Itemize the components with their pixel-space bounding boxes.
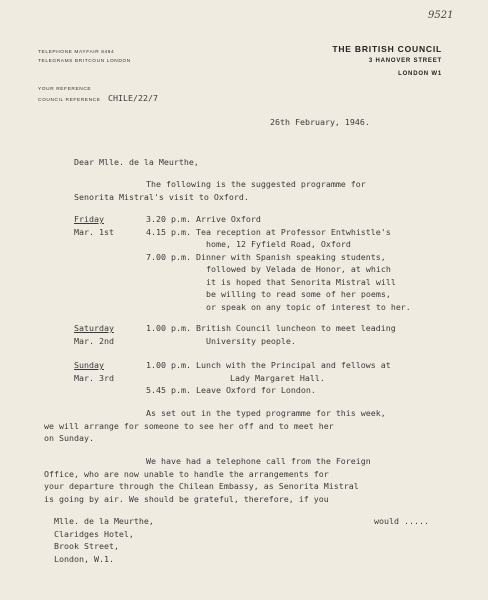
continuation-catchword: would ..... [374, 516, 429, 526]
organisation-name: THE BRITISH COUNCIL [332, 44, 442, 54]
programme-sunday [74, 359, 391, 397]
event: British Council luncheon to meet leading [195, 323, 396, 333]
day-label: Saturday [74, 323, 114, 333]
event-continuation: Lady Margaret Hall. [230, 372, 325, 383]
address-line: London, W.1. [54, 553, 114, 564]
org-street: 3 HANOVER STREET [368, 58, 442, 64]
archive-number: 9521 [428, 10, 454, 21]
intro-line: Senorita Mistral's visit to Oxford. [74, 191, 249, 202]
time: 1.00 p.m. [146, 360, 191, 370]
paragraph-arrangements [44, 407, 386, 445]
your-reference-label: YOUR REFERENCE [38, 87, 92, 92]
day-label: Friday [74, 214, 104, 224]
day-label: Sunday [74, 360, 104, 370]
telephone-line: TELEPHONE MAYFAIR 8484 [38, 50, 115, 55]
letter-date: 26th February, 1946. [270, 117, 370, 127]
paragraph-line: we will arrange for someone to see her off and to meet her [44, 420, 334, 431]
time: 4.15 p.m. [146, 226, 191, 237]
paragraph-line: Office, who are now unable to handle the arrangements for [44, 468, 329, 479]
event-continuation: be willing to read some of her poems, [206, 289, 391, 299]
recipient-address [54, 515, 154, 565]
address-line: Brook Street, [54, 541, 119, 551]
paragraph-line: We have had a telephone call from the Foreign [146, 456, 371, 466]
salutation: Dear Mlle. de la Meurthe, [74, 157, 199, 167]
paragraph-line: As set out in the typed programme for this week, [146, 408, 386, 418]
address-line: Mlle. de la Meurthe, [54, 516, 154, 526]
council-reference-label: COUNCIL REFERENCE [38, 98, 101, 103]
date-label: Mar. 3rd [74, 372, 114, 383]
address-line: Claridges Hotel, [54, 528, 134, 539]
event: Lunch with the Principal and fellows at [195, 360, 391, 370]
paragraph-line: is going by air. We should be grateful, therefore, if you [44, 493, 329, 504]
council-reference-value: CHILE/22/7 [108, 93, 158, 103]
time: 1.00 p.m. [146, 323, 191, 333]
intro-line: The following is the suggested programme for [146, 179, 366, 189]
time: 7.00 p.m. [146, 251, 191, 262]
paragraph-line: your departure through the Chilean Embassy, as Senorita Mistral [44, 481, 359, 491]
programme-saturday [74, 322, 396, 347]
org-city: LONDON W1 [398, 71, 442, 77]
time: 3.20 p.m. [146, 214, 191, 224]
event-continuation: followed by Velada de Honor, at which [206, 264, 391, 274]
programme-friday [74, 213, 411, 313]
paragraph-telephone-call [44, 455, 371, 505]
event-continuation: home, 12 Fyfield Road, Oxford [206, 239, 351, 249]
telegrams-line: TELEGRAMS BRITCOUN LONDON [38, 59, 131, 64]
event-continuation: University people. [206, 335, 296, 346]
event: Tea reception at Professor Entwhistle's [195, 226, 391, 237]
event: Arrive Oxford [195, 214, 261, 224]
event-continuation: it is hoped that Senorita Mistral will [206, 276, 396, 287]
event: Leave Oxford for London. [195, 385, 316, 395]
time: 5.45 p.m. [146, 385, 191, 395]
intro-paragraph [74, 178, 366, 203]
event: Dinner with Spanish speaking students, [195, 251, 386, 262]
event-continuation: or speak on any topic of interest to her. [206, 301, 411, 312]
date-label: Mar. 2nd [74, 335, 114, 346]
paragraph-line: on Sunday. [44, 433, 94, 443]
date-label: Mar. 1st [74, 226, 114, 237]
